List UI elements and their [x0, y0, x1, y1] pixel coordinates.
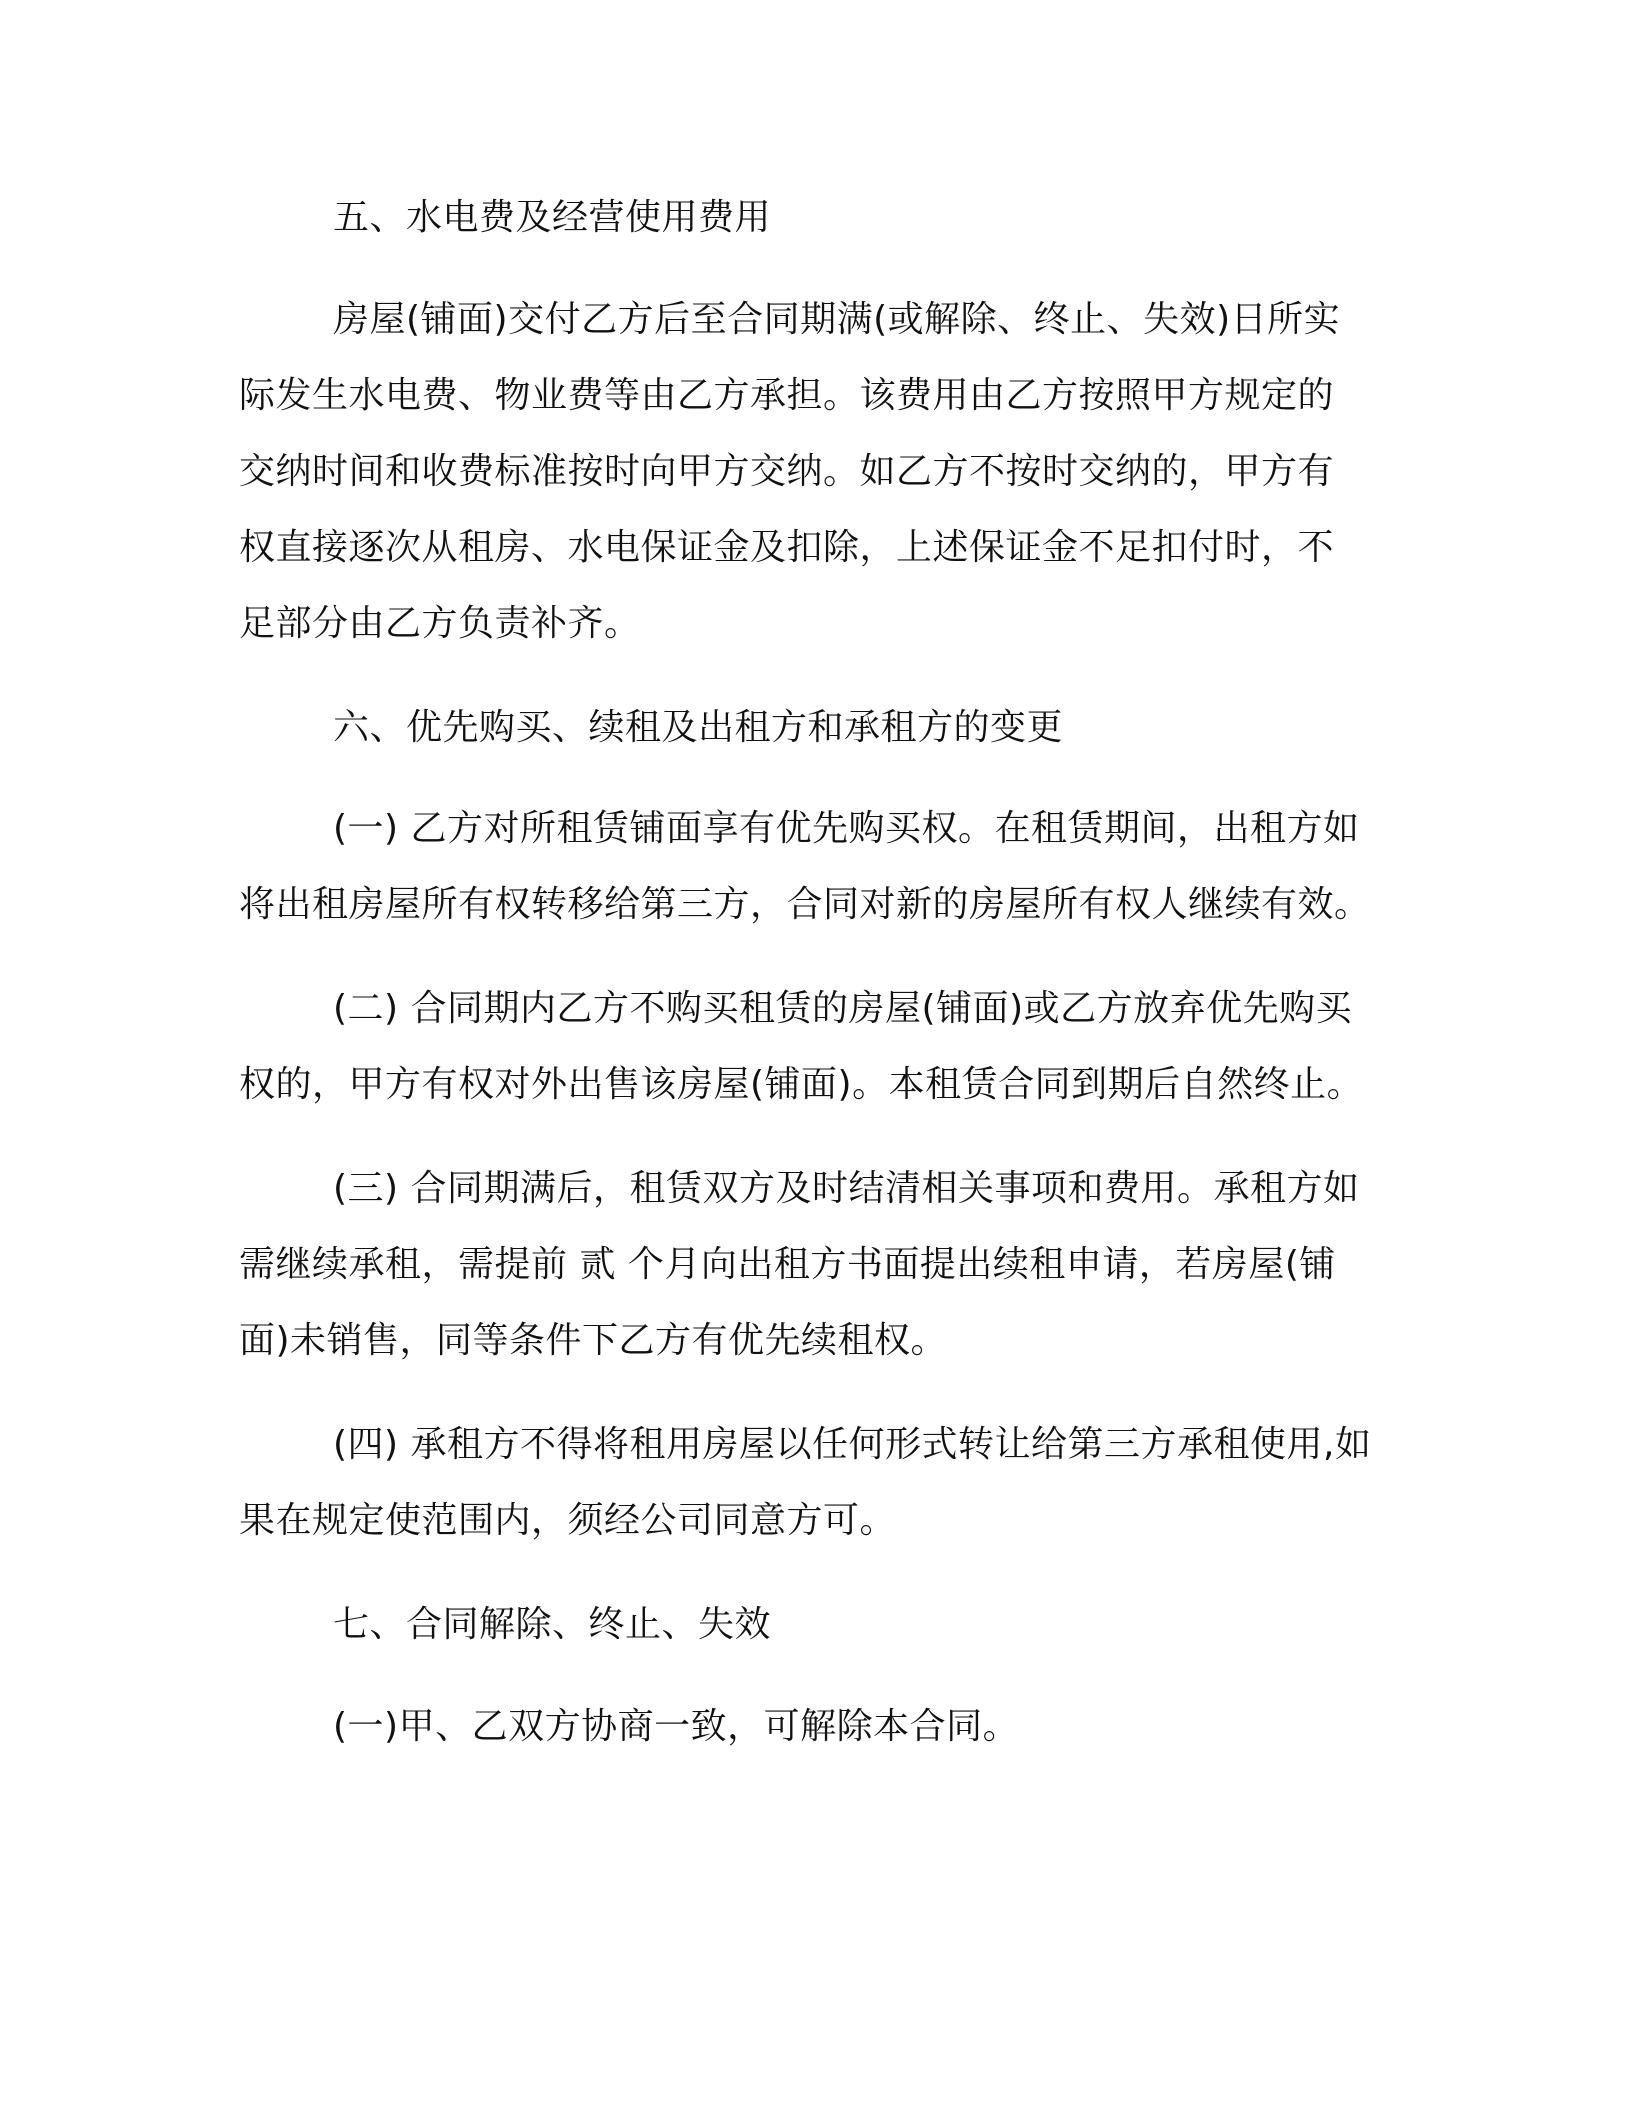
section-6-item-3-line: 面)未销售，同等条件下乙方有优先续租权。 [239, 1320, 948, 1361]
section-5-paragraph-line: 权直接逐次从租房、水电保证金及扣除，上述保证金不足扣付时，不 [239, 527, 1335, 568]
section-6-item-1-line: (一) 乙方对所租赁铺面享有优先购买权。在租赁期间，出租方如 [333, 808, 1360, 849]
section-5-paragraph-line: 交纳时间和收费标准按时向甲方交纳。如乙方不按时交纳的，甲方有 [239, 451, 1335, 492]
section-6-item-4-line: (四) 承租方不得将租用房屋以任何形式转让给第三方承租使用,如 [333, 1424, 1372, 1465]
section-5-paragraph-line: 足部分由乙方负责补齐。 [239, 603, 641, 644]
section-5-paragraph-line: 房屋(铺面)交付乙方后至合同期满(或解除、终止、失效)日所实 [333, 299, 1341, 340]
section-6-item-3-line: (三) 合同期满后，租赁双方及时结清相关事项和费用。承租方如 [333, 1168, 1360, 1209]
section-5-paragraph-line: 际发生水电费、物业费等由乙方承担。该费用由乙方按照甲方规定的 [239, 375, 1335, 416]
section-6-item-2-line: (二) 合同期内乙方不购买租赁的房屋(铺面)或乙方放弃优先购买 [333, 988, 1353, 1029]
section-7-item-1: (一)甲、乙双方协商一致，可解除本合同。 [333, 1706, 1020, 1747]
section-6-item-1-line: 将出租房屋所有权转移给第三方，合同对新的房屋所有权人继续有效。 [239, 884, 1371, 925]
section-6-item-2-line: 权的，甲方有权对外出售该房屋(铺面)。本租赁合同到期后自然终止。 [239, 1064, 1364, 1105]
section-5-heading: 五、水电费及经营使用费用 [333, 197, 772, 238]
section-6-item-4-line: 果在规定使范围内，须经公司同意方可。 [239, 1500, 897, 1541]
section-6-heading: 六、优先购买、续租及出租方和承租方的变更 [333, 707, 1064, 748]
section-7-heading: 七、合同解除、终止、失效 [333, 1604, 772, 1645]
section-6-item-3-line: 需继续承租，需提前 贰 个月向出租方书面提出续租申请，若房屋(铺 [239, 1244, 1336, 1285]
